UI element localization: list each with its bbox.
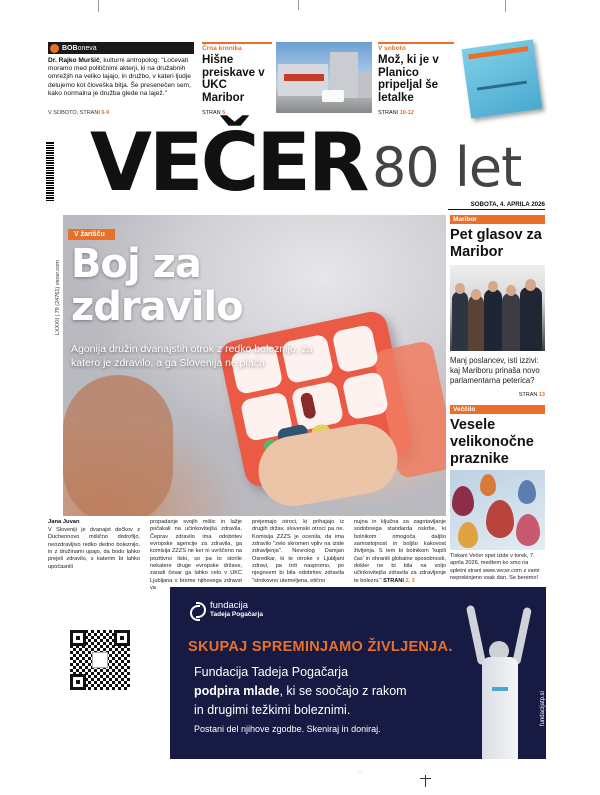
lead-pages	[383, 578, 415, 584]
crna-title: Hišne preiskave v UKC Maribor	[202, 54, 265, 104]
ad-line-1: Fundacija Tadeja Pogačarja	[194, 665, 349, 679]
maribor-caption: Manj poslancev, isti izzivi: kaj Mariboru prinaša novo parlamentarna peterica?	[450, 356, 540, 385]
bob-brand-light: oneva	[77, 44, 97, 52]
sobota-pages-label: STRANI	[378, 110, 400, 116]
foundation-logo-icon	[188, 601, 206, 619]
bob-logo-dot-icon	[50, 44, 59, 53]
print-mark: : :	[358, 770, 363, 776]
foundation-logo-line1: fundacija	[210, 600, 249, 611]
hand-shadow	[63, 375, 173, 516]
mps-group-photo	[450, 265, 545, 351]
bob-interviewee: Dr. Rajko Muršič	[48, 57, 100, 64]
ad-line-2	[194, 682, 407, 701]
story-maribor[interactable]	[450, 215, 545, 398]
next-issue-note: Tiskani Večer spet izide v torek, 7. aprila 2026, medtem ko smo na spletni strani www.vecer.com z vami neprekinjeno vsak dan. Se beremo!	[450, 553, 540, 582]
ad-body	[194, 663, 407, 720]
bob-pages-label: V SOBOTO, STRANI	[48, 110, 102, 116]
lead-kicker: V žarišču	[68, 229, 115, 240]
maribor-title: Pet glasov za Maribor	[450, 227, 542, 260]
crna-kicker: Črna kronika	[202, 42, 272, 52]
teaser-magazine[interactable]	[458, 44, 546, 117]
teaser-bob[interactable]	[48, 42, 194, 117]
ad-line-3: in drugimi težkimi boleznimi.	[194, 703, 351, 717]
maribor-pages	[519, 392, 545, 398]
crna-pages-label: STRAN	[202, 110, 223, 116]
cyclist-celebration-image	[468, 605, 530, 759]
bob-brand: BOB	[62, 44, 78, 52]
lead-pages-num: 2, 3	[405, 577, 415, 584]
sobota-kicker: V soboto	[378, 42, 454, 52]
lead-body-col-4	[354, 519, 446, 585]
lead-body-col-1: V Sloveniji je dvanajst dečkov z Duchennovo mišično distrofijo, neozdravljivo redko dedno boleznijo, in z družinami upajo, da bodo lahko prejeli zdravilo, s katerim bi lahko upočasnili	[48, 527, 140, 570]
ad-call-to-action: Postani del njihove zgodbe. Skeniraj in doniraj.	[194, 724, 381, 734]
barcode	[46, 141, 54, 201]
lead-body-col-2: propadanje svojih mišic in lažje počakali na učinkovitejša zdravila. Čeprav zdravilo ima odobritev evropske agencije za zdravila, ga komisija ZZZS ne ker ni uvrščeno na pozitivno listo, so pa to storile nekatere druge evropske države, zaradi česar ga lahko celo v UKC Ljubljana v breme njihovega zdravst va	[150, 519, 242, 592]
crop-mark	[298, 0, 299, 10]
crop-mark	[98, 0, 99, 12]
lead-pages-label: STRANI	[383, 577, 406, 584]
teaser-v-soboto[interactable]	[378, 42, 454, 117]
crop-mark	[420, 778, 431, 779]
bob-quote: , kulturni antropolog: "Ločevati moramo med političnimi akterji, ki na družabnih omrežjih na veliko lajajo, in družbo, v kateri ljudje delujemo kot človeška bitja. Še presenečen sem, kako normalna je družba glede na lajež."	[48, 57, 191, 97]
issue-side-text: LXXXII | 79 (24761) vecer.com	[55, 260, 61, 335]
maribor-pages-label: STRAN	[518, 392, 539, 398]
ad-headline: SKUPAJ SPREMINJAMO ŽIVLJENJA.	[188, 639, 453, 655]
easter-kicker: Veččilo	[450, 405, 545, 414]
lead-body-col-4-text: nujna in ključna za zagotavljanje sodobnega standarda oskrbe, ki bolnikom omogoča daljšo samostojnost in boljšo kakovost življenja. S tem bi bolnikom 'kupili čas' in ohranili globalne sposobnosti, dokler ne bi bila na voljo učinkovitejša zdravila za zdravljenje te bolezni."	[354, 519, 446, 584]
teaser-strip	[48, 42, 546, 117]
ad-line-2-rest: , ki se soočajo z rakom	[279, 684, 407, 698]
bob-pages-num: 6-9	[101, 110, 110, 116]
lead-subtitle: Agonija družin dvanajstih otrok z redko boleznijo, za katero je zdravilo, a ga Slovenija ne plača	[71, 343, 313, 369]
lead-headline: Boj za zdravilo	[71, 241, 243, 330]
lead-body-col-3: prejemajo otroci, ki prihajajo iz drugih držav, slovenski otroci pa ne. Komisija ZZZS je ocenila, da ima zdravilo "zelo skromen vpliv na izide zdravljenja". Nevrolog Damjan Osredkar, ki te otroke v Ljubljani zdravi, pa trdi nasprotno, po njegovem bi bila odobritev zdravila "strokovno utemeljena, etično	[252, 519, 344, 584]
sobota-pages-num: 10-12	[399, 110, 414, 116]
ad-line-2-bold: podpira mlade	[194, 684, 280, 698]
maribor-pages-num: 13	[538, 392, 545, 398]
lead-story[interactable]	[63, 215, 446, 516]
bob-text	[48, 57, 194, 98]
foundation-logo-line2: Tadeja Pogačarja	[210, 611, 263, 618]
crna-pages-num: 5	[222, 110, 226, 116]
story-easter[interactable]	[450, 405, 545, 468]
foundation-logo	[188, 601, 263, 619]
sobota-title: Mož, ki je v Planico pripeljal še letalke	[378, 54, 439, 104]
issue-date: SOBOTA, 4. APRILA 2026	[448, 201, 545, 210]
hospital-photo	[276, 42, 372, 113]
issue-side-info	[55, 215, 63, 335]
easter-title: Vesele velikonočne praznike	[450, 417, 534, 467]
bob-kicker	[48, 42, 194, 54]
maribor-kicker: Maribor	[450, 215, 545, 224]
crop-mark	[505, 0, 506, 12]
teaser-crna-kronika[interactable]	[202, 42, 370, 117]
easter-eggs-photo	[450, 470, 545, 550]
foundation-ad[interactable]	[170, 587, 546, 759]
ad-url[interactable]: fundacijatp.si	[540, 691, 546, 727]
sobota-pages	[378, 110, 414, 116]
masthead-logo: VEČER	[90, 116, 367, 209]
magazine-cover-image	[461, 39, 542, 118]
donation-qr-code[interactable]	[70, 630, 130, 690]
qr-logo-icon	[92, 652, 108, 668]
crop-mark	[425, 775, 426, 787]
anniversary-mark: 80 let	[372, 136, 522, 199]
lead-byline: Jana Juvan	[48, 519, 80, 525]
